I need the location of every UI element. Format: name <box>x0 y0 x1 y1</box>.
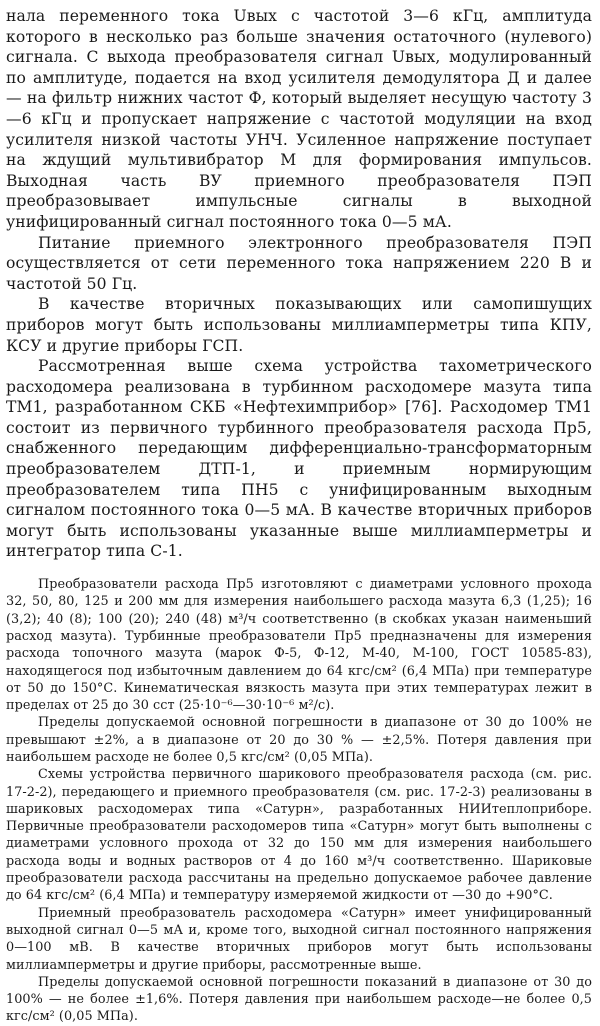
main-paragraph-4: Рассмотренная выше схема устройства тахометрического расходомера реализована в турбинном расходомере мазута типа ТМ1, разработанном СКБ «Нефтехимприбор» [76]. Расходомер ТМ1 состоит из первичного турбинного преобразователя расхода Пр5, снабженного передающим дифференциально-трансформаторным преобразователем ДТП-1, и приемным нормирующим преобразователем типа ПН5 с унифицированным выходным сигналом постоянного тока 0—5 мА. В качестве вторичных приборов могут быть использованы указанные выше миллиамперметры и интегратор типа С-1. <box>6 357 592 561</box>
small-paragraph-3: Схемы устройства первичного шарикового преобразователя расхода (см. рис. 17-2-2), передающего и приемного преобразователя (см. рис. 17-2-3) реализованы в шариковых расходомерах типа «Сатурн», разработанных НИИтеплоприборе. Первичные преобразователи расходомеров типа «Сатурн» могут быть выполнены с диаметрами условного прохода от 32 до 150 мм для измерения наибольшего расхода воды и водных растворов от 4 до 160 м³/ч соответственно. Шариковые преобразователи расхода рассчитаны на предельно допускаемое рабочее давление до 64 кгс/см² (6,4 МПа) и температуру измеряемой жидкости от —30 до +90°С. <box>6 767 592 904</box>
main-paragraph-1: нала переменного тока Uвых с частотой 3—6 кГц, амплитуда которого в несколько раз больше значения остаточного (нулевого) сигнала. С выхода преобразователя сигнал Uвых, модулированный по амплитуде, подается на вход усилителя демодулятора Д и далее — на фильтр нижних частот Ф, который выделяет несущую частоту 3—6 кГц и пропускает напряжение с частотой модуляции на вход усилителя низкой частоты УНЧ. Усиленное напряжение поступает на ждущий мультивибратор М для формирования импульсов. Выходная часть ВУ приемного преобразователя ПЭП преобразовывает импульсные сигналы в выходной унифицированный сигнал постоянного тока 0—5 мА. <box>6 7 592 231</box>
section-gap <box>6 562 592 576</box>
main-paragraph-2: Питание приемного электронного преобразователя ПЭП осуществляется от сети переменного тока напряжением 220 В и частотой 50 Гц. <box>6 233 592 293</box>
main-paragraph-3: В качестве вторичных показывающих или самопишущих приборов могут быть использованы миллиамперметры типа КПУ, КСУ и другие приборы ГСП. <box>6 295 592 355</box>
small-paragraph-2: Пределы допускаемой основной погрешности в диапазоне от 30 до 100% не превышают ±2%, а в диапазоне от 20 до 30 % — ±2,5%. Потеря давления при наибольшем расходе не более 0,5 кгс/см² (0,05 МПа). <box>6 715 592 765</box>
small-paragraph-4: Приемный преобразователь расходомера «Сатурн» имеет унифицированный выходной сигнал 0—5 мА и, кроме того, выходной сигнал постоянного напряжения 0—100 мВ. В качестве вторичных приборов могут быть использованы миллиамперметры и другие приборы, рассмотренные выше. <box>6 905 592 973</box>
small-print-block <box>6 576 592 1026</box>
small-paragraph-1: Преобразователи расхода Пр5 изготовляют с диаметрами условного прохода 32, 50, 80, 125 и 200 мм для измерения наибольшего расхода мазута 6,3 (1,25); 16 (3,2); 40 (8); 100 (20); 240 (48) м³/ч соответственно (в скобках указан наименьший расход мазута). Турбинные преобразователи Пр5 предназначены для измерения расхода топочного мазута (марок Ф-5, Ф-12, М-40, М-100, ГОСТ 10585-83), находящегося под избыточным давлением до 64 кгс/см² (6,4 МПа) при температуре от 50 до 150°С. Кинематическая вязкость мазута при этих температурах лежит в пределах от 25 до 30 сст (25·10⁻⁶—30·10⁻⁶ м²/с). <box>6 577 592 714</box>
small-paragraph-5: Пределы допускаемой основной погрешности показаний в диапазоне от 30 до 100% — не более ±1,6%. Потеря давления при наибольшем расходе—не более 0,5 кгс/см² (0,05 МПа). <box>6 974 592 1025</box>
main-text-block <box>6 6 592 562</box>
